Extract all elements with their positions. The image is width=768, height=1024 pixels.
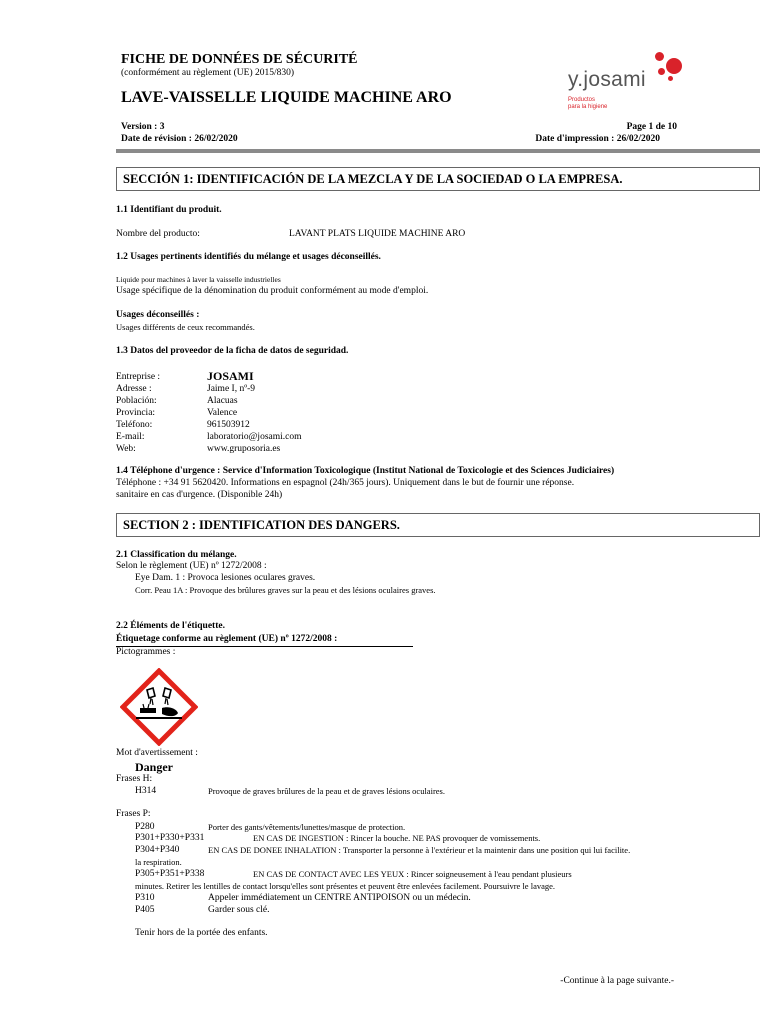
emergency-line-2: sanitaire en cas d'urgence. (Disponible 24h) [116, 490, 283, 500]
signal-word: Danger [135, 760, 173, 774]
p-phrase-text: Garder sous clé. [208, 905, 270, 915]
p-phrase-text: Porter des gants/vêtements/lunettes/masque de protection. [208, 822, 406, 832]
emergency-line-1: Téléphone : +34 91 5620420. Informations en espagnol (24h/365 jours). Uniquement dans le but de fournir une réponse. [116, 478, 575, 488]
section-2-2-title: 2.2 Éléments de l'étiquette. [116, 621, 225, 631]
unadvised-uses-title: Usages déconseillés : [116, 310, 200, 320]
classification-item: Corr. Peau 1A : Provoque des brûlures graves sur la peau et des lésions oculaires graves. [135, 585, 436, 595]
p-phrase-text: Appeler immédiatement un CENTRE ANTIPOISON ou un médecin. [208, 893, 471, 903]
unadvised-uses-text: Usages différents de ceux recommandés. [116, 322, 255, 332]
p-phrase-code: P304+P340 [135, 845, 180, 855]
supplier-value: JOSAMI [207, 369, 254, 383]
section-1-4-title: 1.4 Téléphone d'urgence : Service d'Information Toxicologique (Institut National de Toxicologie et des Sciences Judiciaires) [116, 466, 615, 476]
regulation-subtitle: (conformément au règlement (UE) 2015/830) [121, 68, 295, 78]
section-1-3-title: 1.3 Datos del proveedor de la ficha de datos de seguridad. [116, 346, 349, 356]
supplier-label: Provincia: [116, 408, 156, 418]
h-phrases-label: Frases H: [116, 774, 153, 784]
logo-dot-medium [655, 52, 664, 61]
section-2-1-title: 2.1 Classification du mélange. [116, 550, 237, 560]
page-number: Page 1 de 10 [626, 122, 677, 132]
p-phrase-text: EN CAS DE CONTACT AVEC LES YEUX : Rincer soigneusement à l'eau pendant plusieurs [253, 869, 572, 879]
revision-date: Date de révision : 26/02/2020 [121, 134, 238, 144]
p-phrase-text: EN CAS DE INGESTION : Rincer la bouche. NE PAS provoquer de vomissements. [253, 833, 541, 843]
supplier-value: Jaime I, nº-9 [207, 384, 256, 394]
p-phrase-code: P301+P330+P331 [135, 833, 205, 843]
h-phrase-text: Provoque de graves brûlures de la peau et de graves lésions oculaires. [208, 786, 445, 796]
logo-wordmark: y.josami [568, 68, 646, 91]
supplier-label: E-mail: [116, 432, 145, 442]
section-1-header [116, 167, 760, 191]
p-phrases-label: Frases P: [116, 809, 151, 819]
keep-out-of-reach-text: Tenir hors de la portée des enfants. [135, 928, 268, 938]
p-phrase-code: P310 [135, 893, 155, 903]
product-name-value: LAVANT PLATS LIQUIDE MACHINE ARO [289, 229, 466, 239]
logo-dot-large [666, 58, 682, 74]
supplier-label: Entreprise : [116, 372, 161, 382]
classification-item: Eye Dam. 1 : Provoca lesiones oculares graves. [135, 573, 316, 583]
supplier-label: Teléfono: [116, 420, 153, 430]
supplier-email[interactable]: laboratorio@josami.com [207, 432, 302, 442]
document-title: FICHE DE DONNÉES DE SÉCURITÉ [121, 52, 358, 67]
section-1-2-title: 1.2 Usages pertinents identifiés du mélange et usages déconseillés. [116, 252, 381, 262]
version-label: Version : 3 [121, 122, 165, 132]
ghs05-corrosion-icon [120, 668, 198, 746]
supplier-label: Adresse : [116, 384, 152, 394]
classification-regulation: Selon le règlement (UE) nº 1272/2008 : [116, 561, 267, 571]
print-date: Date d'impression : 26/02/2020 [535, 134, 660, 144]
supplier-value: Alacuas [207, 396, 238, 406]
p-phrase-code: P405 [135, 905, 155, 915]
logo-tagline-2: para la higiene [568, 104, 608, 110]
continue-next-page: -Continue à la page suivante.- [560, 976, 674, 986]
p-phrase-code: P305+P351+P338 [135, 869, 205, 879]
josami-logo [560, 50, 685, 120]
use-line-2: Usage spécifique de la dénomination du produit conformément au mode d'emploi. [116, 286, 429, 296]
logo-tagline-1: Productos [568, 97, 596, 103]
pictograms-label: Pictogrammes : [116, 647, 176, 657]
supplier-label: Población: [116, 396, 157, 406]
supplier-value: 961503912 [207, 420, 250, 430]
section-2-title: SECTION 2 : IDENTIFICATION DES DANGERS. [123, 518, 400, 532]
supplier-value: Valence [207, 408, 238, 418]
logo-dot-tiny [668, 76, 673, 81]
supplier-website[interactable]: www.gruposoria.es [207, 444, 281, 454]
p-phrase-code: P280 [135, 822, 155, 832]
p-phrase-continuation: la respiration. [135, 857, 182, 867]
h-phrase-code: H314 [135, 786, 157, 796]
section-2-header [116, 513, 760, 537]
product-name-label: Nombre del producto: [116, 229, 200, 239]
labelling-regulation-title: Étiquetage conforme au règlement (UE) nº 1272/2008 : [116, 634, 338, 644]
product-title: LAVE-VAISSELLE LIQUIDE MACHINE ARO [121, 89, 452, 106]
use-line-1: Liquide pour machines à laver la vaisselle industrielles [116, 275, 281, 284]
header-divider [116, 149, 760, 153]
supplier-label: Web: [116, 444, 136, 454]
p-phrase-continuation: minutes. Retirer les lentilles de contact lorsqu'elles sont présentes et peuvent être enlevées facilement. Poursuivre le lavage. [135, 881, 556, 891]
logo-dot-small [658, 68, 665, 75]
signal-word-label: Mot d'avertissement : [116, 748, 198, 758]
p-phrase-text: EN CAS DE DONEE INHALATION : Transporter la personne à l'extérieur et la maintenir dans une position qui lui facilite. [208, 845, 631, 855]
section-1-1-title: 1.1 Identifiant du produit. [116, 205, 222, 215]
section-1-title: SECCIÓN 1: IDENTIFICACIÓN DE LA MEZCLA Y DE LA SOCIEDAD O LA EMPRESA. [123, 172, 623, 186]
